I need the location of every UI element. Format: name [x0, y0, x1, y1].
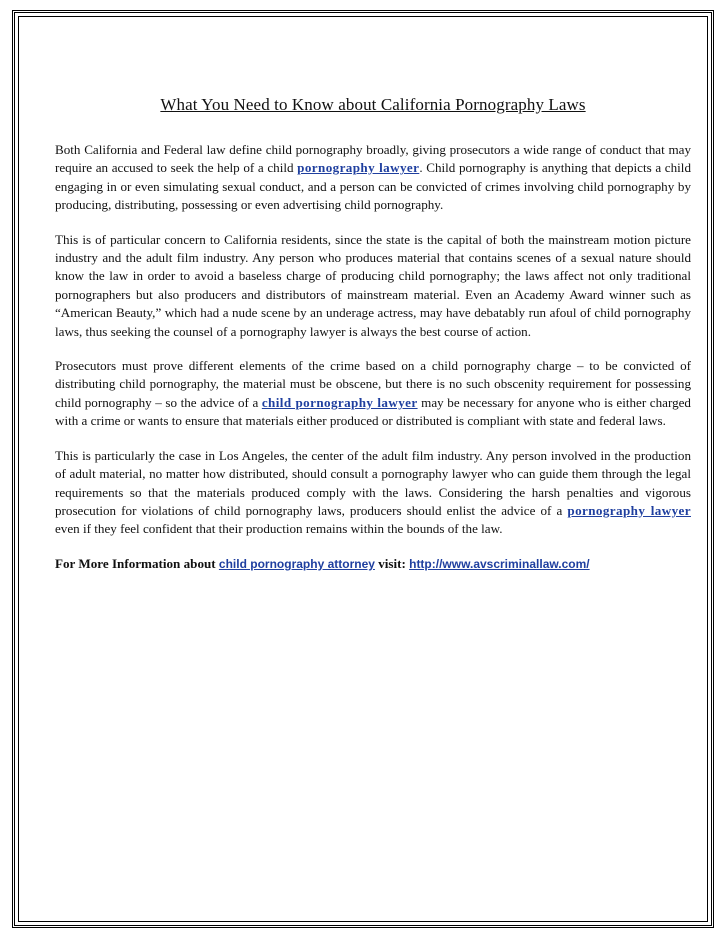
pornography-lawyer-link-2[interactable]: pornography lawyer: [567, 502, 691, 518]
website-url-link[interactable]: http://www.avscriminallaw.com/: [409, 556, 590, 571]
more-info-lead: For More Information about: [55, 555, 219, 571]
paragraph-4-text-b: even if they feel confident that their production remains within the bounds of the law.: [55, 521, 503, 537]
paragraph-3-text-b: may be necessary for anyone who is either charged with a crime or wants to ensure that materials either produced or distributed is compliant with state and federal laws.: [55, 394, 691, 429]
child-pornography-lawyer-link[interactable]: child pornography lawyer: [261, 394, 418, 410]
page-frame: [12, 10, 714, 928]
paragraph-2: This is of particular concern to California residents, since the state is the capital of both the mainstream motion picture industry and the adult film industry. Any person who produces material that contains scenes of a sexual nature should know the law in order to avoid a baseless charge of producing child pornography; the laws affect not only traditional pornographers but also producers and distributors of mainstream material. Even an Academy Award winner such as “American Beauty,” which had a nude scene by an underage actress, may have debatably run afoul of child pornography laws, thus seeking the counsel of a pornography lawyer is always the best course of action.: [55, 231, 691, 339]
paragraph-1: [55, 141, 691, 215]
child-pornography-attorney-link[interactable]: child pornography attorney: [218, 556, 375, 571]
paragraph-3: [55, 357, 691, 431]
document-body: [55, 95, 691, 573]
more-info-visit: visit:: [374, 555, 410, 571]
paragraph-4-text-a: This is particularly the case in Los Angeles, the center of the adult film industry. Any person involved in the production of adult material, no matter how distributed, should consult a pornography lawyer who can guide them through the legal requirements so that the materials produced comply with the laws. Considering the harsh penalties and vigorous prosecution for violations of child pornography laws, producers should enlist the advice of a: [55, 447, 691, 518]
paragraph-1-text-b: . Child pornography is anything that depicts a child engaging in or even simulating sexual conduct, and a person can be convicted of crimes involving child pornography by producing, distributing, possessing or even advertising child pornography.: [55, 160, 691, 213]
more-info-line: [55, 555, 691, 573]
pornography-lawyer-link-1[interactable]: pornography lawyer: [297, 160, 420, 176]
paragraph-3-text-a: Prosecutors must prove different elements of the crime based on a child pornography charge – to be convicted of distributing child pornography, the material must be obscene, but there is no such obscenity requirement for possessing child pornography – so the advice of a: [55, 358, 691, 410]
page-title: What You Need to Know about California Pornography Laws: [160, 95, 586, 114]
paragraph-1-text-a: Both California and Federal law define child pornography broadly, giving prosecutors a wide range of conduct that may require an accused to seek the help of a child: [55, 142, 691, 176]
paragraph-4: [55, 447, 691, 539]
